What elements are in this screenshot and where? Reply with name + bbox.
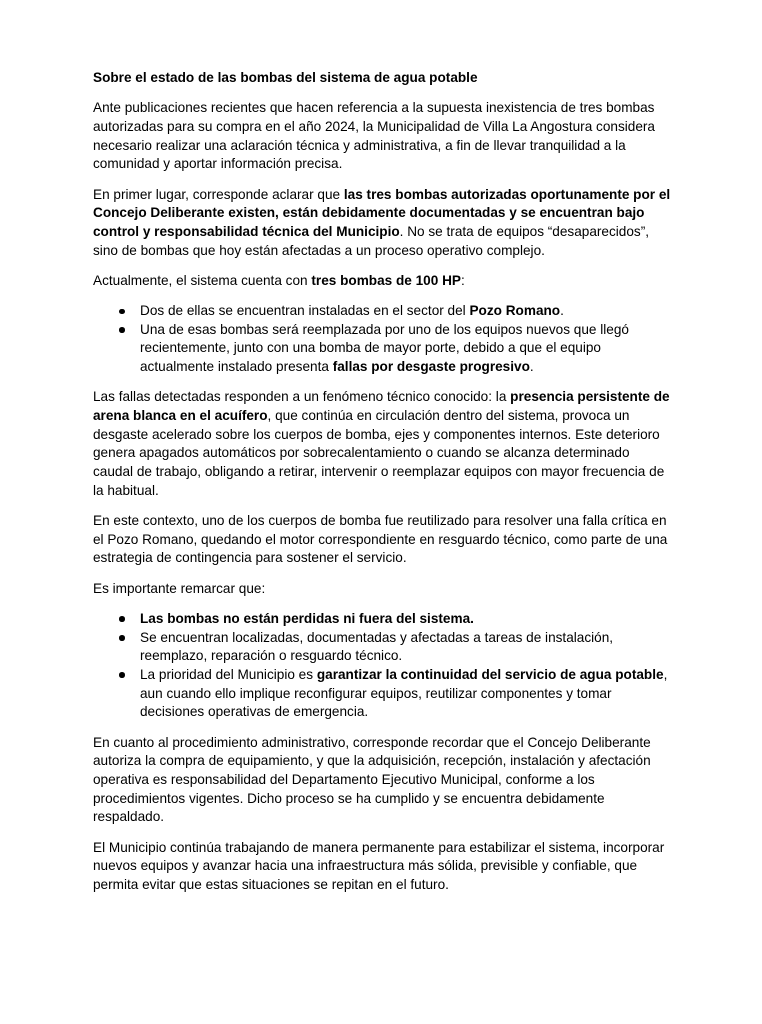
list-item [140, 666, 671, 722]
text-run: , aun cuando ello implique reconfigurar equipos, reutilizar componentes y tomar decisiones operativas de emergencia. [140, 666, 668, 720]
text-run: Pozo Romano [469, 303, 561, 319]
bullet-list [93, 302, 671, 377]
paragraph [93, 99, 671, 174]
paragraph [93, 388, 671, 500]
paragraph [93, 580, 671, 599]
text-run: Las fallas detectadas responden a un fenómeno técnico conocido: la [93, 389, 511, 405]
text-run: . [529, 359, 534, 375]
text-run: En este contexto, uno de los cuerpos de bomba fue reutilizado para resolver una falla crítica en el Pozo Romano, quedando el motor correspondiente en resguardo técnico, como parte de una estrategia de contingencia para sostener el servicio. [93, 513, 668, 566]
text-run: Es importante remarcar que: [93, 580, 266, 596]
paragraph [93, 186, 671, 261]
text-run: , que continúa en circulación dentro del sistema, provoca un desgaste acelerado sobre los cuerpos de bomba, ejes y componentes internos. Este deterioro genera apagados automáticos por sobrecalentamiento o cuando se alcanza determinado caudal de trabajo, obligando a retirar, intervenir o reemplazar equipos con mayor frecuencia de la habitual. [93, 408, 665, 498]
document-body [93, 99, 671, 895]
text-run: En primer lugar, corresponde aclarar que [93, 186, 344, 202]
text-run: : [460, 272, 465, 288]
bullet-list [93, 610, 671, 722]
text-run: las tres bombas autorizadas oportunamente por el Concejo Deliberante existen, están debidamente documentadas y se encuentran bajo control y responsabilidad técnica del Municipio [93, 186, 671, 239]
list-item [140, 610, 671, 629]
text-run: Las bombas no están perdidas ni fuera del sistema. [140, 610, 474, 626]
paragraph [93, 272, 671, 291]
text-run: presencia persistente de arena blanca en el acuífero [93, 389, 670, 424]
paragraph [93, 734, 671, 828]
text-run: El Municipio continúa trabajando de manera permanente para estabilizar el sistema, incorporar nuevos equipos y avanzar hacia una infraestructura más sólida, previsible y confiable, que permita evitar que estas situaciones se repitan en el futuro. [93, 839, 665, 893]
text-run: fallas por desgaste progresivo [332, 359, 530, 375]
text-run: Una de esas bombas será reemplazada por uno de los equipos nuevos que llegó recientemente, junto con una bomba de mayor porte, debido a que el equipo actualmente instalado presenta [140, 321, 629, 375]
text-run: . No se trata de equipos “desaparecidos”, sino de bombas que hoy están afectadas a un proceso operativo complejo. [93, 223, 650, 258]
text-run: Dos de ellas se encuentran instaladas en el sector del [140, 303, 470, 319]
text-run: En cuanto al procedimiento administrativo, corresponde recordar que el Concejo Deliberante autoriza la compra de equipamiento, y que la adquisición, recepción, instalación y afectación operativa es responsabilidad del Departamento Ejecutivo Municipal, conforme a los procedimientos vigentes. Dicho proceso se ha cumplido y se encuentra debidamente respaldado. [93, 734, 651, 825]
list-item [140, 321, 671, 377]
paragraph [93, 839, 671, 895]
text-run: Ante publicaciones recientes que hacen referencia a la supuesta inexistencia de tres bombas autorizadas para su compra en el año 2024, la Municipalidad de Villa La Angostura considera necesario realizar una aclaración técnica y administrativa, a fin de llevar tranquilidad a la comunidad y aportar información precisa. [93, 100, 655, 172]
text-run: tres bombas de 100 HP [311, 272, 461, 288]
list-item [140, 629, 671, 666]
text-run: Actualmente, el sistema cuenta con [93, 272, 312, 288]
document-title: Sobre el estado de las bombas del sistema de agua potable [93, 70, 478, 85]
text-run: . [560, 303, 564, 319]
list-item [140, 302, 671, 321]
paragraph [93, 512, 671, 568]
text-run: La prioridad del Municipio es [140, 666, 317, 682]
text-run: garantizar la continuidad del servicio de agua potable [316, 666, 664, 682]
text-run: Se encuentran localizadas, documentadas y afectadas a tareas de instalación, reemplazo, reparación o resguardo técnico. [140, 629, 614, 664]
